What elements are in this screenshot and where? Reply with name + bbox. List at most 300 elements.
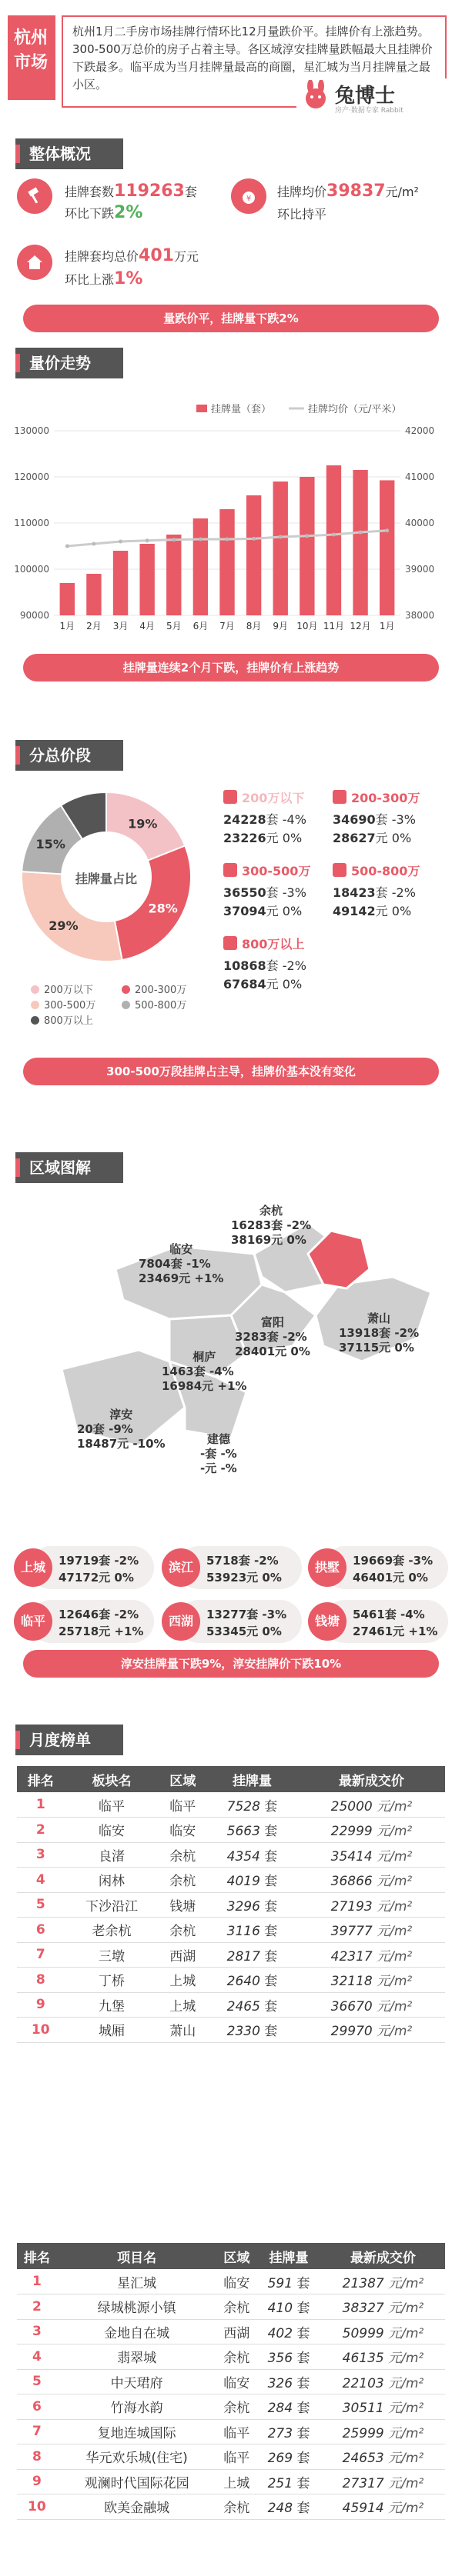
table-cell: 2 xyxy=(17,1818,65,1843)
legend-label: 800万以上 xyxy=(44,1015,93,1027)
table-cell: 21387 元/m² xyxy=(321,2269,445,2294)
table-cell: 4 xyxy=(17,1868,65,1893)
table-cell: 临安 xyxy=(216,2269,256,2294)
table-cell: 22103 元/m² xyxy=(321,2369,445,2394)
avg-price-change: 环比持平 xyxy=(277,207,327,222)
table-cell: 欧美金融城 xyxy=(57,2494,216,2520)
table-cell: 星汇城 xyxy=(57,2269,216,2294)
table-cell: 上城 xyxy=(216,2469,256,2494)
segment-count-unit: 套 xyxy=(266,958,279,973)
table-cell: 1 xyxy=(17,1792,65,1818)
segment-price: 28627 xyxy=(333,831,376,845)
trend-summary: 挂牌量连续2个月下跌，挂牌价有上涨趋势 xyxy=(23,654,439,681)
bar xyxy=(60,583,75,615)
table-cell: 248 套 xyxy=(256,2494,321,2520)
rabbit-logo-icon xyxy=(300,80,331,111)
bar xyxy=(246,495,261,615)
segment-price: 37094 xyxy=(223,904,266,918)
table-cell: 251 套 xyxy=(256,2469,321,2494)
table-cell: 1 xyxy=(17,2269,57,2294)
table-cell: 6 xyxy=(17,2394,57,2420)
segment-price-change: 0% xyxy=(282,977,303,991)
y-tick-left: 120000 xyxy=(14,472,49,482)
table-cell: 闲林 xyxy=(65,1868,159,1893)
segment-count-change: -3% xyxy=(391,812,416,827)
x-tick: 5月 xyxy=(166,621,182,632)
y-tick-right: 38000 xyxy=(405,610,435,621)
segment-count-line xyxy=(333,883,416,901)
price-point xyxy=(359,531,363,535)
total-price-change xyxy=(65,269,142,288)
table-cell: 余杭 xyxy=(159,1868,207,1893)
table-cell: 39777 元/m² xyxy=(298,1918,445,1943)
bar xyxy=(193,518,208,615)
table-cell: 273 套 xyxy=(256,2419,321,2444)
urban-count: 12646套 -2% xyxy=(59,1608,139,1621)
legend-bar-label: 挂牌量（套） xyxy=(211,404,272,415)
column-header: 最新成交价 xyxy=(298,1766,445,1792)
urban-badge: 上城 xyxy=(14,1548,52,1587)
bar xyxy=(113,551,128,615)
table-cell: 9 xyxy=(17,2469,57,2494)
y-tick-left: 100000 xyxy=(14,564,49,575)
map-label-price: 38169元 0% xyxy=(231,1233,306,1247)
table-row xyxy=(17,1818,445,1843)
table-cell: 中天珺府 xyxy=(57,2369,216,2394)
x-tick: 6月 xyxy=(192,621,209,632)
table-cell: 复地连城国际 xyxy=(57,2419,216,2444)
table-cell: 24653 元/m² xyxy=(321,2444,445,2470)
table-row xyxy=(17,1968,445,1993)
table-cell: 绿城桃源小镇 xyxy=(57,2294,216,2320)
urban-item xyxy=(14,1600,154,1643)
table-cell: 4019 套 xyxy=(206,1868,298,1893)
y-tick-right: 42000 xyxy=(405,425,435,436)
table-cell: 5663 套 xyxy=(206,1818,298,1843)
table-cell: 下沙沿江 xyxy=(65,1892,159,1918)
table-cell: 2465 套 xyxy=(206,1992,298,2018)
map-label-count: 3283套 -2% xyxy=(235,1330,307,1344)
total-price xyxy=(65,246,199,265)
segment-count-line xyxy=(223,810,306,828)
urban-count: 5461套 -4% xyxy=(353,1608,425,1621)
listing-count xyxy=(65,182,197,201)
table-cell: 良渚 xyxy=(65,1842,159,1868)
segment-tag xyxy=(333,790,346,804)
segment-price-unit: 元 xyxy=(266,831,279,845)
segment-count-unit: 套 xyxy=(266,812,279,827)
logo-text: 兔博士 xyxy=(335,85,396,108)
table-cell: 临安 xyxy=(65,1818,159,1843)
table-cell: 591 套 xyxy=(256,2269,321,2294)
table-cell: 西湖 xyxy=(159,1942,207,1968)
map-label-name: 富阳 xyxy=(260,1315,284,1329)
map-label-count: -套 -% xyxy=(200,1447,237,1461)
bar xyxy=(273,482,288,615)
y-tick-left: 130000 xyxy=(14,425,49,436)
avg-price-label: 挂牌均价 xyxy=(277,185,327,199)
table-cell: 36866 元/m² xyxy=(298,1868,445,1893)
column-header: 板块名 xyxy=(65,1766,159,1792)
segments-title: 分总价段 xyxy=(15,740,123,771)
table-cell: 上城 xyxy=(159,1992,207,2018)
total-price-value: 401 xyxy=(139,246,174,265)
pie-label: 19% xyxy=(128,816,158,831)
x-tick: 1月 xyxy=(379,621,395,632)
segment-count: 18423 xyxy=(333,885,376,900)
bar xyxy=(380,480,394,615)
overview-title: 整体概况 xyxy=(15,138,123,169)
bar xyxy=(353,470,367,615)
table-cell: 萧山 xyxy=(159,2018,207,2043)
table-cell: 36670 元/m² xyxy=(298,1992,445,2018)
segment-name: 200万以下 xyxy=(242,791,305,805)
table-cell: 8 xyxy=(17,2444,57,2470)
x-tick: 7月 xyxy=(219,621,235,632)
x-tick: 12月 xyxy=(350,621,371,632)
urban-badge: 滨江 xyxy=(162,1548,200,1587)
urban-item xyxy=(162,1546,302,1589)
table-cell: 45914 元/m² xyxy=(321,2494,445,2520)
table-cell: 2330 套 xyxy=(206,2018,298,2043)
map-label xyxy=(162,1350,246,1394)
y-tick-right: 39000 xyxy=(405,564,435,575)
block-rank-table xyxy=(17,1766,445,2043)
column-header: 排名 xyxy=(17,2243,57,2269)
segment-price: 23226 xyxy=(223,831,266,845)
segment-count: 10868 xyxy=(223,958,266,973)
table-row xyxy=(17,2018,445,2043)
legend-item xyxy=(31,997,95,1011)
table-cell: 九堡 xyxy=(65,1992,159,2018)
table-cell: 6 xyxy=(17,1918,65,1943)
bar xyxy=(326,465,341,615)
legend-dot xyxy=(122,985,130,994)
table-cell: 临安 xyxy=(216,2369,256,2394)
table-cell: 余杭 xyxy=(216,2394,256,2420)
table-cell: 27317 元/m² xyxy=(321,2469,445,2494)
money-bag-icon xyxy=(231,178,266,214)
table-row xyxy=(17,2319,445,2344)
x-tick: 1月 xyxy=(59,621,75,632)
urban-price: 47172元 0% xyxy=(59,1571,134,1585)
listing-count-label: 挂牌套数 xyxy=(65,185,115,199)
x-tick: 10月 xyxy=(296,621,318,632)
urban-badge: 钱塘 xyxy=(308,1602,346,1641)
svg-text:¥: ¥ xyxy=(246,195,252,203)
legend-label: 300-500万 xyxy=(44,1000,96,1011)
table-cell: 5 xyxy=(17,2369,57,2394)
table-row xyxy=(17,2419,445,2444)
table-row xyxy=(17,2369,445,2394)
table-cell: 10 xyxy=(17,2018,65,2043)
bar xyxy=(166,535,181,615)
regions-summary: 淳安挂牌量下跌9%，淳安挂牌价下跌10% xyxy=(23,1650,439,1678)
segments-summary: 300-500万段挂牌占主导，挂牌价基本没有变化 xyxy=(23,1058,439,1085)
table-cell: 竹海水韵 xyxy=(57,2394,216,2420)
table-cell: 35414 元/m² xyxy=(298,1842,445,1868)
bar xyxy=(300,477,314,615)
segment-price: 67684 xyxy=(223,977,266,991)
bar xyxy=(219,509,234,615)
map-label-price: 18487元 -10% xyxy=(77,1437,166,1451)
segment-tag xyxy=(223,790,237,804)
table-cell: 4354 套 xyxy=(206,1842,298,1868)
avg-price-value: 39837 xyxy=(326,182,386,201)
urban-badge: 西湖 xyxy=(162,1602,200,1641)
table-row xyxy=(17,2344,445,2370)
map-label-name: 临安 xyxy=(169,1242,193,1256)
table-cell: 老余杭 xyxy=(65,1918,159,1943)
map-label-name: 桐庐 xyxy=(192,1350,216,1364)
pie-label: 29% xyxy=(49,918,79,934)
map-label-price: 16984元 +1% xyxy=(162,1379,247,1393)
legend-item xyxy=(31,981,93,996)
legend-dot xyxy=(122,1001,130,1009)
x-tick: 4月 xyxy=(139,621,155,632)
table-cell: 2817 套 xyxy=(206,1942,298,1968)
map-label-count: 1463套 -4% xyxy=(162,1365,234,1378)
table-cell: 25999 元/m² xyxy=(321,2419,445,2444)
segment-price-line xyxy=(223,975,302,992)
bar xyxy=(139,544,154,615)
map-label-count: 13918套 -2% xyxy=(339,1326,420,1340)
table-cell: 22999 元/m² xyxy=(298,1818,445,1843)
table-cell: 32118 元/m² xyxy=(298,1968,445,1993)
total-price-label: 挂牌套均总价 xyxy=(65,249,139,264)
urban-price: 27461元 +1% xyxy=(353,1625,438,1638)
legend-item xyxy=(122,981,186,996)
segment-count-change: -4% xyxy=(282,812,306,827)
table-cell: 临安 xyxy=(159,1818,207,1843)
table-cell: 观澜时代国际花园 xyxy=(57,2469,216,2494)
table-cell: 410 套 xyxy=(256,2294,321,2320)
column-header: 区域 xyxy=(216,2243,256,2269)
map-label-name: 淳安 xyxy=(109,1408,133,1421)
map-label-price: 28401元 0% xyxy=(235,1345,310,1358)
table-row xyxy=(17,2394,445,2420)
total-price-unit: 万元 xyxy=(173,249,199,264)
price-point xyxy=(305,534,309,538)
price-point xyxy=(252,537,256,541)
segment-price-unit: 元 xyxy=(375,904,388,918)
trend-chart xyxy=(0,392,462,646)
table-cell: 城厢 xyxy=(65,2018,159,2043)
table-row xyxy=(17,1792,445,1818)
map-label-name: 余杭 xyxy=(259,1204,283,1218)
legend-item xyxy=(31,1012,93,1027)
table-cell: 50999 元/m² xyxy=(321,2319,445,2344)
total-price-change-value: 1% xyxy=(114,269,143,288)
legend-dot xyxy=(31,1001,39,1009)
map-label-count: 20套 -9% xyxy=(77,1422,133,1436)
x-tick: 2月 xyxy=(86,621,102,632)
table-cell: 余杭 xyxy=(216,2294,256,2320)
price-point xyxy=(385,528,389,532)
urban-item xyxy=(14,1546,154,1589)
segment-name: 500-800万 xyxy=(351,864,420,878)
urban-count: 5718套 -2% xyxy=(206,1554,279,1568)
map-label xyxy=(339,1311,419,1355)
segment-name: 800万以上 xyxy=(242,937,305,951)
legend-label: 500-800万 xyxy=(135,1000,187,1011)
column-header: 区域 xyxy=(159,1766,207,1792)
column-header: 最新成交价 xyxy=(321,2243,445,2269)
table-cell: 临平 xyxy=(65,1792,159,1818)
table-cell: 7 xyxy=(17,2419,57,2444)
y-tick-right: 41000 xyxy=(405,472,435,482)
pie-label: 15% xyxy=(35,837,65,852)
table-header xyxy=(17,1766,445,1792)
map-label xyxy=(139,1242,223,1286)
legend-line-label: 挂牌均价（元/平米） xyxy=(308,404,402,415)
map-label-count: 7804套 -1% xyxy=(139,1257,211,1271)
map-label-name: 建德 xyxy=(206,1432,230,1446)
price-point xyxy=(119,540,122,544)
y-tick-right: 40000 xyxy=(405,518,435,528)
table-cell: 269 套 xyxy=(256,2444,321,2470)
segment-price-unit: 元 xyxy=(375,831,388,845)
segment-count-unit: 套 xyxy=(375,885,388,900)
table-cell: 西湖 xyxy=(216,2319,256,2344)
table-cell: 丁桥 xyxy=(65,1968,159,1993)
map-label-price: -元 -% xyxy=(200,1461,237,1475)
table-row xyxy=(17,2444,445,2470)
table-cell: 余杭 xyxy=(216,2344,256,2370)
table-cell: 9 xyxy=(17,1992,65,2018)
city-title-block: 杭州 市场 xyxy=(8,15,55,100)
segment-count: 36550 xyxy=(223,885,266,900)
table-row xyxy=(17,1992,445,2018)
urban-item xyxy=(308,1600,448,1643)
table-row xyxy=(17,1892,445,1918)
table-cell: 402 套 xyxy=(256,2319,321,2344)
table-cell: 临平 xyxy=(216,2419,256,2444)
segment-name: 200-300万 xyxy=(351,791,420,805)
segment-price: 49142 xyxy=(333,904,376,918)
intro-text: 杭州1月二手房市场挂牌行情环比12月量跌价平。挂牌价有上涨趋势。300-500万总价的房子占着主导。各区域淳安挂牌量跌幅最大且挂牌价下跌最多。临平成为当月挂牌量最高的商圈，星汇城为当月挂牌量之最小区。 xyxy=(72,25,433,92)
listing-change-value: 2% xyxy=(114,203,143,222)
price-point xyxy=(146,538,149,542)
table-cell: 临平 xyxy=(216,2444,256,2470)
segment-count-change: -3% xyxy=(282,885,306,900)
price-point xyxy=(279,535,283,539)
segment-count: 24228 xyxy=(223,812,266,827)
header xyxy=(0,0,462,115)
overview-summary: 量跌价平，挂牌量下跌2% xyxy=(23,305,439,332)
table-cell: 临平 xyxy=(159,1792,207,1818)
segment-price-change: 0% xyxy=(391,831,412,845)
hammer-icon xyxy=(17,178,52,214)
table-cell: 5 xyxy=(17,1892,65,1918)
column-header: 挂牌量 xyxy=(206,1766,298,1792)
table-cell: 翡翠城 xyxy=(57,2344,216,2370)
table-cell: 284 套 xyxy=(256,2394,321,2420)
urban-price: 53923元 0% xyxy=(206,1571,282,1585)
price-point xyxy=(199,538,203,542)
legend-bar-swatch xyxy=(196,405,207,412)
segment-count-line xyxy=(333,810,416,828)
table-cell: 3116 套 xyxy=(206,1918,298,1943)
table-cell: 42317 元/m² xyxy=(298,1942,445,1968)
table-cell: 326 套 xyxy=(256,2369,321,2394)
project-rank-table xyxy=(17,2243,445,2520)
table-cell: 8 xyxy=(17,1968,65,1993)
urban-badge: 临平 xyxy=(14,1602,52,1641)
map-label-price: 23469元 +1% xyxy=(139,1271,224,1285)
table-cell: 余杭 xyxy=(216,2494,256,2520)
segment-price-line xyxy=(333,828,411,846)
avg-price xyxy=(277,182,419,201)
price-point xyxy=(332,533,336,537)
y-tick-left: 90000 xyxy=(19,610,49,621)
table-row xyxy=(17,1842,445,1868)
listing-count-value: 119263 xyxy=(114,182,185,201)
table-row xyxy=(17,1918,445,1943)
x-tick: 11月 xyxy=(323,621,345,632)
table-cell: 29970 元/m² xyxy=(298,2018,445,2043)
table-row xyxy=(17,1942,445,1968)
map-label xyxy=(231,1204,311,1248)
map-label-price: 37115元 0% xyxy=(339,1341,414,1355)
legend-label: 200万以下 xyxy=(44,985,93,996)
table-row xyxy=(17,2269,445,2294)
segment-price-unit: 元 xyxy=(266,904,279,918)
urban-item xyxy=(308,1546,448,1589)
table-cell: 2640 套 xyxy=(206,1968,298,1993)
urban-price: 46401元 0% xyxy=(353,1571,428,1585)
legend-item xyxy=(122,997,186,1011)
table-row xyxy=(17,2294,445,2320)
listing-count-unit: 套 xyxy=(184,185,197,199)
legend-dot xyxy=(31,985,39,994)
table-cell: 三墩 xyxy=(65,1942,159,1968)
segment-count-unit: 套 xyxy=(266,885,279,900)
table-header xyxy=(17,2243,445,2269)
table-row xyxy=(17,2469,445,2494)
legend-label: 200-300万 xyxy=(135,985,187,996)
urban-badge: 拱墅 xyxy=(308,1548,346,1587)
map-label xyxy=(200,1432,237,1476)
segment-price-change: 0% xyxy=(391,904,412,918)
table-cell: 余杭 xyxy=(159,1918,207,1943)
segment-price-line xyxy=(333,901,411,919)
table-cell: 46135 元/m² xyxy=(321,2344,445,2370)
price-point xyxy=(65,545,69,548)
segment-price-change: 0% xyxy=(282,831,303,845)
column-header: 排名 xyxy=(17,1766,65,1792)
avg-price-unit: 元/m² xyxy=(385,185,419,199)
y-tick-left: 110000 xyxy=(14,518,49,528)
table-cell: 3 xyxy=(17,2319,57,2344)
logo xyxy=(296,78,450,117)
table-cell: 25000 元/m² xyxy=(298,1792,445,1818)
urban-item xyxy=(162,1600,302,1643)
logo-sub: 房产·数据专家 Rabbit xyxy=(335,107,403,115)
x-tick: 3月 xyxy=(112,621,129,632)
table-row xyxy=(17,2494,445,2520)
pie-center-label: 挂牌量占比 xyxy=(75,871,137,886)
urban-price: 25718元 +1% xyxy=(59,1625,144,1638)
segment-count-change: -2% xyxy=(282,958,306,973)
table-cell: 3 xyxy=(17,1842,65,1868)
segment-price-unit: 元 xyxy=(266,977,279,991)
regions-title: 区域图解 xyxy=(15,1152,123,1183)
table-cell: 30511 元/m² xyxy=(321,2394,445,2420)
table-cell: 7528 套 xyxy=(206,1792,298,1818)
map-label xyxy=(77,1408,166,1451)
segment-tag xyxy=(223,936,237,950)
